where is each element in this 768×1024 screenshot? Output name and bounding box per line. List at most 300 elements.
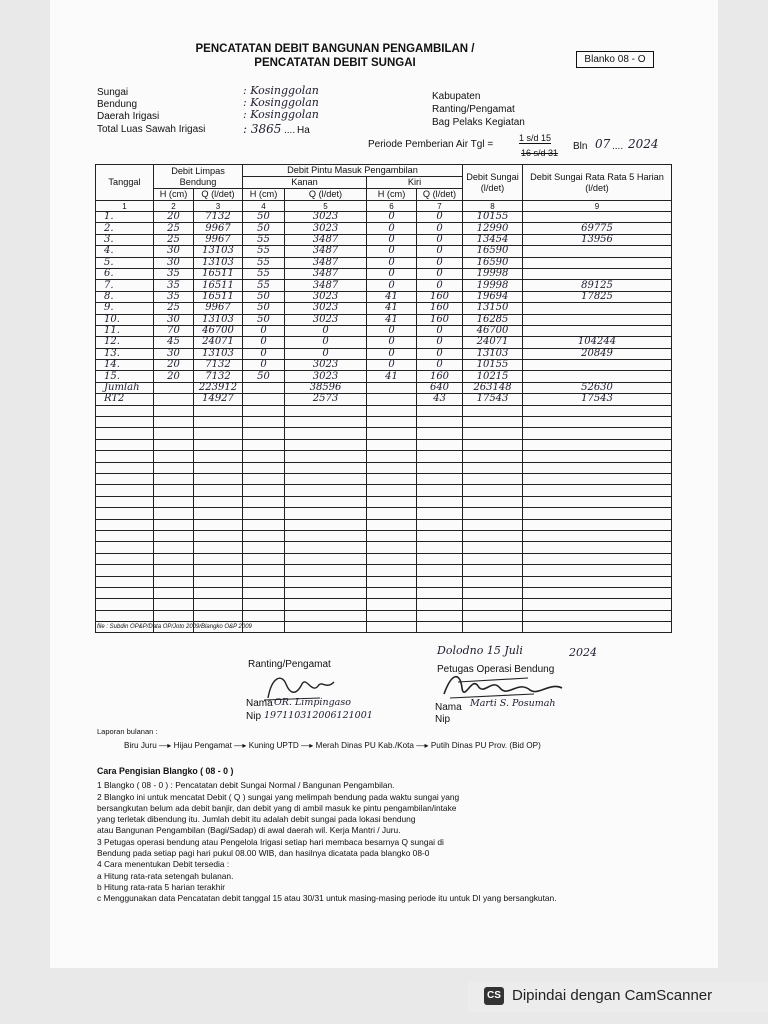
table-cell: 160 — [417, 303, 463, 314]
table-cell: 13103 — [194, 348, 243, 359]
column-number: 5 — [285, 201, 367, 212]
table-cell: 16511 — [194, 268, 243, 279]
table-cell — [367, 519, 417, 530]
title-line-1: PENCATATAN DEBIT BANGUNAN PENGAMBILAN / — [195, 43, 475, 55]
table-cell — [194, 439, 243, 450]
label-bln: Bln — [573, 141, 588, 152]
table-cell: 16511 — [194, 291, 243, 302]
table-cell: 35 — [154, 280, 194, 291]
table-cell: 4. — [96, 246, 154, 257]
table-cell: 41 — [367, 314, 417, 325]
table-cell — [417, 473, 463, 484]
table-cell: 0 — [243, 325, 285, 336]
empty-table-row — [96, 519, 672, 530]
empty-table-row — [96, 508, 672, 519]
table-cell — [154, 542, 194, 553]
table-cell — [96, 462, 154, 473]
table-cell — [154, 451, 194, 462]
table-cell — [367, 576, 417, 587]
table-cell: 0 — [243, 360, 285, 371]
table-cell: 24071 — [463, 337, 523, 348]
table-cell — [463, 599, 523, 610]
table-row — [96, 382, 672, 393]
table-cell: 55 — [243, 257, 285, 268]
table-cell — [96, 565, 154, 576]
table-cell — [154, 587, 194, 598]
table-cell — [96, 405, 154, 416]
table-cell — [154, 439, 194, 450]
empty-table-row — [96, 405, 672, 416]
table-cell: 41 — [367, 291, 417, 302]
table-cell: 11. — [96, 325, 154, 336]
table-cell — [463, 439, 523, 450]
document-title — [180, 42, 490, 70]
flow-step: Kuning UPTD — [248, 741, 299, 750]
instruction-line: atau Bangunan Pengambilan (Bagi/Sadap) di awal daerah wil. Kerja Mantri / Juru. — [97, 825, 401, 836]
table-row — [96, 257, 672, 268]
table-cell: 0 — [367, 212, 417, 223]
table-cell: 3023 — [285, 291, 367, 302]
table-cell: 19998 — [463, 268, 523, 279]
table-cell — [367, 530, 417, 541]
table-cell: 0 — [417, 268, 463, 279]
table-cell: 10215 — [463, 371, 523, 382]
table-cell: 0 — [417, 337, 463, 348]
table-cell: 20849 — [523, 348, 672, 359]
table-row — [96, 246, 672, 257]
empty-table-row — [96, 439, 672, 450]
table-cell — [463, 462, 523, 473]
table-cell — [417, 405, 463, 416]
table-cell — [285, 485, 367, 496]
label-daerah-irigasi: Daerah Irigasi — [97, 111, 160, 122]
table-cell — [523, 485, 672, 496]
periode-top: 1 s/d 15 — [519, 133, 552, 143]
instruction-line: 4 Cara menentukan Debit tersedia : — [97, 859, 230, 870]
table-cell — [463, 553, 523, 564]
header-kanan: Kanan — [243, 177, 367, 189]
table-row — [96, 325, 672, 336]
header-kiri: Kiri — [367, 177, 463, 189]
table-cell — [367, 394, 417, 405]
table-cell — [194, 417, 243, 428]
header-q-kanan: Q (l/det) — [285, 189, 367, 201]
table-cell — [523, 246, 672, 257]
table-cell — [463, 417, 523, 428]
table-cell: 10. — [96, 314, 154, 325]
table-cell — [367, 439, 417, 450]
table-cell — [96, 530, 154, 541]
table-cell — [367, 622, 417, 633]
empty-table-row — [96, 485, 672, 496]
table-cell — [367, 451, 417, 462]
table-cell: 13956 — [523, 234, 672, 245]
table-cell — [96, 508, 154, 519]
table-cell: 16590 — [463, 257, 523, 268]
empty-table-row — [96, 530, 672, 541]
table-cell: 17825 — [523, 291, 672, 302]
table-cell — [463, 587, 523, 598]
empty-table-row — [96, 473, 672, 484]
empty-table-row — [96, 610, 672, 621]
table-cell — [243, 473, 285, 484]
column-number: 1 — [96, 201, 154, 212]
table-cell: 0 — [417, 348, 463, 359]
arrow-right-icon: —▸ — [234, 741, 249, 750]
table-cell — [96, 542, 154, 553]
table-cell — [417, 587, 463, 598]
table-cell: 0 — [367, 246, 417, 257]
table-cell: 7132 — [194, 371, 243, 382]
table-cell: 2573 — [285, 394, 367, 405]
value-tahun: 2024 — [628, 137, 659, 151]
table-cell — [243, 462, 285, 473]
table-row — [96, 212, 672, 223]
table-cell — [96, 599, 154, 610]
table-cell — [367, 485, 417, 496]
table-cell: 0 — [417, 257, 463, 268]
table-cell: 9967 — [194, 223, 243, 234]
table-cell — [243, 530, 285, 541]
table-row — [96, 348, 672, 359]
table-cell — [523, 451, 672, 462]
table-cell — [194, 610, 243, 621]
table-cell — [154, 530, 194, 541]
table-cell: 70 — [154, 325, 194, 336]
instruction-line: b Hitung rata-rata 5 harian terakhir — [97, 881, 226, 892]
table-cell — [194, 565, 243, 576]
instruction-line: 3 Petugas operasi bendung atau Pengelola Irigasi setiap hari membaca besarnya Q sungai di — [97, 836, 444, 847]
table-cell — [523, 462, 672, 473]
table-cell — [194, 530, 243, 541]
header-h-limpas: H (cm) — [154, 189, 194, 201]
table-cell — [367, 542, 417, 553]
left-nip: 197110312006121001 — [264, 710, 373, 721]
label-total-luas: Total Luas Sawah Irigasi — [97, 124, 206, 135]
table-cell: 20 — [154, 212, 194, 223]
table-cell — [243, 496, 285, 507]
table-cell — [417, 610, 463, 621]
table-cell: 13103 — [194, 246, 243, 257]
arrow-right-icon: —▸ — [416, 741, 431, 750]
label-periode: Periode Pemberian Air Tgl = — [368, 139, 494, 150]
table-cell — [523, 553, 672, 564]
table-cell — [523, 212, 672, 223]
instruction-line: bersangkutan belum ada debit banjir, dan debit yang di ambil masuk ke pintu pengambilan/intake — [97, 802, 457, 813]
table-cell — [243, 417, 285, 428]
header-debit-pintu: Debit Pintu Masuk Pengambilan — [243, 165, 463, 177]
table-cell: 0 — [367, 234, 417, 245]
table-row — [96, 291, 672, 302]
table-cell — [154, 428, 194, 439]
empty-table-row — [96, 462, 672, 473]
flow-step: Hijau Pengamat — [173, 741, 232, 750]
table-cell — [523, 303, 672, 314]
label-nip-left: Nip — [246, 711, 262, 722]
signature-place-date: Dolodno 15 Juli — [437, 644, 523, 657]
label-kabupaten: Kabupaten — [432, 91, 481, 102]
table-cell — [417, 530, 463, 541]
table-cell — [523, 268, 672, 279]
table-cell — [463, 508, 523, 519]
table-cell — [154, 382, 194, 393]
table-cell: 41 — [367, 371, 417, 382]
signature-year: 2024 — [569, 646, 597, 659]
table-cell — [154, 405, 194, 416]
table-cell — [463, 405, 523, 416]
table-cell: 20 — [154, 371, 194, 382]
table-cell — [285, 405, 367, 416]
header-q-kiri: Q (l/det) — [417, 189, 463, 201]
table-cell: 35 — [154, 268, 194, 279]
table-cell — [417, 462, 463, 473]
table-cell — [285, 519, 367, 530]
table-cell — [154, 508, 194, 519]
title-line-2: PENCATATAN DEBIT SUNGAI — [254, 57, 416, 69]
table-cell — [194, 553, 243, 564]
table-cell: 45 — [154, 337, 194, 348]
table-row — [96, 234, 672, 245]
table-cell: 160 — [417, 314, 463, 325]
table-cell — [243, 576, 285, 587]
value-daerah-irigasi: : Kosinggolan — [243, 108, 319, 121]
table-cell — [243, 428, 285, 439]
instructions-heading: Cara Pengisian Blangko ( 08 - 0 ) — [97, 766, 234, 776]
table-cell — [417, 439, 463, 450]
table-cell — [463, 576, 523, 587]
table-cell: 50 — [243, 291, 285, 302]
table-cell: 0 — [367, 325, 417, 336]
table-cell — [523, 428, 672, 439]
table-cell: 50 — [243, 223, 285, 234]
table-cell — [154, 394, 194, 405]
arrow-right-icon: —▸ — [159, 741, 174, 750]
table-cell: 15. — [96, 371, 154, 382]
table-cell: 3023 — [285, 371, 367, 382]
table-cell: 9. — [96, 303, 154, 314]
table-row — [96, 268, 672, 279]
table-cell — [367, 405, 417, 416]
flow-step: Putih Dinas PU Prov. (Bid OP) — [430, 741, 541, 750]
table-cell — [285, 496, 367, 507]
table-cell — [523, 417, 672, 428]
label-bendung: Bendung — [97, 99, 138, 110]
column-number: 8 — [463, 201, 523, 212]
table-cell: 3. — [96, 234, 154, 245]
column-number: 4 — [243, 201, 285, 212]
table-cell — [285, 610, 367, 621]
table-cell: 640 — [417, 382, 463, 393]
label-bag-pelaks: Bag Pelaks Kegiatan — [432, 117, 525, 128]
table-cell — [523, 576, 672, 587]
table-cell: 2. — [96, 223, 154, 234]
table-cell: 0 — [367, 337, 417, 348]
column-number: 6 — [367, 201, 417, 212]
table-cell: 10155 — [463, 212, 523, 223]
table-cell — [96, 439, 154, 450]
empty-table-row — [96, 428, 672, 439]
table-row — [96, 360, 672, 371]
column-number: 2 — [154, 201, 194, 212]
table-cell — [367, 462, 417, 473]
table-cell — [154, 473, 194, 484]
table-cell — [367, 428, 417, 439]
table-cell — [523, 565, 672, 576]
table-cell — [463, 519, 523, 530]
table-cell: 3023 — [285, 212, 367, 223]
header-q-limpas: Q (l/det) — [194, 189, 243, 201]
table-cell — [285, 587, 367, 598]
label-nama-right: Nama — [435, 702, 462, 713]
table-cell: 3023 — [285, 303, 367, 314]
table-cell — [154, 485, 194, 496]
table-cell — [417, 428, 463, 439]
table-cell — [285, 599, 367, 610]
table-cell: 3023 — [285, 223, 367, 234]
table-cell — [523, 599, 672, 610]
table-cell — [523, 587, 672, 598]
table-cell: 0 — [285, 348, 367, 359]
table-cell: 30 — [154, 257, 194, 268]
table-cell: 89125 — [523, 280, 672, 291]
table-cell — [367, 610, 417, 621]
laporan-label: Laporan bulanan : — [97, 727, 158, 736]
table-cell — [194, 542, 243, 553]
table-cell: 13. — [96, 348, 154, 359]
table-cell — [243, 382, 285, 393]
table-cell — [243, 610, 285, 621]
table-cell: 16590 — [463, 246, 523, 257]
table-cell — [154, 462, 194, 473]
table-cell: 5. — [96, 257, 154, 268]
table-cell: 0 — [367, 257, 417, 268]
instructions — [97, 766, 557, 905]
table-cell: 50 — [243, 303, 285, 314]
table-cell: 55 — [243, 246, 285, 257]
table-cell: 17543 — [463, 394, 523, 405]
table-cell — [243, 553, 285, 564]
table-cell: 104244 — [523, 337, 672, 348]
table-cell — [417, 508, 463, 519]
header-h-kiri: H (cm) — [367, 189, 417, 201]
table-cell — [194, 599, 243, 610]
table-cell — [417, 599, 463, 610]
table-cell — [243, 394, 285, 405]
table-cell: 13103 — [194, 314, 243, 325]
table-cell — [417, 553, 463, 564]
table-cell: 41 — [367, 303, 417, 314]
table-cell: 12990 — [463, 223, 523, 234]
table-cell — [96, 496, 154, 507]
table-cell: Jumlah — [96, 382, 154, 393]
table-cell — [463, 530, 523, 541]
table-cell — [285, 462, 367, 473]
table-cell: 3487 — [285, 246, 367, 257]
table-cell — [194, 519, 243, 530]
table-cell — [243, 485, 285, 496]
table-cell: 0 — [417, 280, 463, 291]
table-cell — [194, 576, 243, 587]
empty-table-row — [96, 542, 672, 553]
table-cell: 0 — [417, 223, 463, 234]
table-cell: 50 — [243, 371, 285, 382]
table-cell — [463, 496, 523, 507]
table-cell — [154, 576, 194, 587]
table-cell: 0 — [417, 212, 463, 223]
table-cell — [523, 360, 672, 371]
laporan-flow — [124, 740, 541, 750]
table-cell: 0 — [367, 348, 417, 359]
table-cell: 0 — [367, 268, 417, 279]
value-bendung: : Kosinggolan — [243, 96, 319, 109]
empty-table-row — [96, 496, 672, 507]
right-name: Marti S. Posumah — [470, 698, 556, 709]
table-cell — [523, 371, 672, 382]
left-name: OR. Limpingaso — [274, 697, 351, 708]
periode-bottom: 16 s/d 31 — [521, 148, 559, 158]
table-cell: 50 — [243, 314, 285, 325]
table-cell: 55 — [243, 268, 285, 279]
table-cell — [417, 417, 463, 428]
table-cell — [523, 610, 672, 621]
table-cell — [154, 417, 194, 428]
table-cell — [194, 587, 243, 598]
table-cell: 7132 — [194, 360, 243, 371]
table-cell — [523, 542, 672, 553]
table-cell: 20 — [154, 360, 194, 371]
table-cell — [285, 451, 367, 462]
table-cell — [367, 553, 417, 564]
table-cell — [285, 508, 367, 519]
table-cell — [96, 576, 154, 587]
table-cell — [523, 314, 672, 325]
table-cell — [154, 610, 194, 621]
table-cell: 0 — [285, 337, 367, 348]
table-cell — [463, 542, 523, 553]
table-cell: 55 — [243, 234, 285, 245]
table-cell — [417, 451, 463, 462]
empty-table-row — [96, 587, 672, 598]
table-cell — [243, 565, 285, 576]
table-cell: 223912 — [194, 382, 243, 393]
table-cell — [154, 496, 194, 507]
table-row — [96, 337, 672, 348]
table-cell: 19694 — [463, 291, 523, 302]
table-cell — [285, 542, 367, 553]
table-cell — [243, 599, 285, 610]
flow-step: Merah Dinas PU Kab./Kota — [315, 741, 414, 750]
label-ha: Ha — [297, 125, 310, 136]
instruction-line: Bendung pada setiap pagi hari pukul 08.00 WIB, dan hasilnya dicatata pada blangko 08-0 — [97, 848, 430, 859]
instruction-line: yang terletak dibendung itu. Jumlah debit itu adalah debit sungai pada lokasi bendung — [97, 814, 416, 825]
table-cell — [463, 622, 523, 633]
table-cell — [243, 405, 285, 416]
table-cell — [523, 473, 672, 484]
label-ranting: Ranting/Pengamat — [432, 104, 515, 115]
table-row — [96, 223, 672, 234]
table-cell: RT2 — [96, 394, 154, 405]
table-cell — [154, 565, 194, 576]
table-row — [96, 280, 672, 291]
table-cell — [96, 519, 154, 530]
table-cell: 3023 — [285, 314, 367, 325]
table-cell: 8. — [96, 291, 154, 302]
table-cell — [194, 405, 243, 416]
table-cell — [417, 622, 463, 633]
table-cell — [154, 519, 194, 530]
column-number: 7 — [417, 201, 463, 212]
table-cell — [194, 451, 243, 462]
